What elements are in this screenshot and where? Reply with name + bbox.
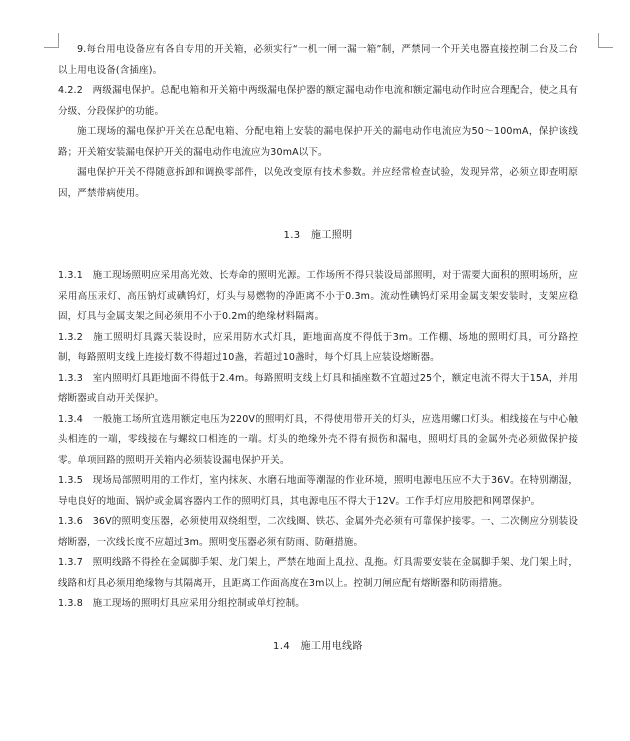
clause-1-3-6: 1.3.6 36V的照明变压器，必须使用双绕组型，二次线圈、铁芯、金属外壳必须有可靠保护接零。一、二次侧应分别装设熔断器，一次线长度不应超过3m。照明变压器必须有防雨、防砸措施。: [58, 516, 578, 548]
paragraph-leakage-maintenance: 漏电保护开关不得随意拆卸和调换零部件，以免改变原有技术参数。并应经常检查试验，发现异常，必须立即查明原因，严禁带病使用。: [58, 167, 578, 199]
clause-1-3-4: 1.3.4 一般施工场所宜选用额定电压为220V的照明灯具，不得使用带开关的灯头，应选用螺口灯头。相线接在与中心触头相连的一端，零线接在与螺纹口相连的一端。灯头的绝缘外壳不得有损伤和漏电，照明灯具的金属外壳必须做保护接零。单项回路的照明开关箱内必须装设漏电保护开关。: [58, 413, 578, 466]
paragraph-item-9: 9.每台用电设备应有各自专用的开关箱，必须实行“一机一闸一漏一箱”制，严禁同一个开关电器直接控制二台及二台以上用电设备(含插座)。: [58, 44, 578, 76]
clause-1-3-2: 1.3.2 施工照明灯具露天装设时，应采用防水式灯具，距地面高度不得低于3m。工作棚、场地的照明灯具，可分路控制，每路照明支线上连接灯数不得超过10盏，若超过10盏时，每个灯具上应装设熔断器。: [58, 331, 578, 363]
section-heading-1-3: 1.3 施工照明: [283, 230, 353, 241]
paragraph-4-2-2: 4.2.2 两级漏电保护。总配电箱和开关箱中两级漏电保护器的额定漏电动作电流和额定漏电动作时应合理配合，使之具有分级、分段保护的功能。: [58, 85, 578, 117]
clause-1-3-3: 1.3.3 室内照明灯具距地面不得低于2.4m。每路照明支线上灯具和插座数不宜超过25个，额定电流不得大于15A，并用熔断器或自动开关保护。: [58, 372, 578, 404]
clause-1-3-1: 1.3.1 施工现场照明应采用高光效、长寿命的照明光源。工作场所不得只装设局部照明，对于需要大面积的照明场所，应采用高压汞灯、高压钠灯或碘钨灯，灯头与易燃物的净距离不小于0.3m。流动性碘钨灯采用金属支架安装时，支架应稳固，灯具与金属支架之间必须用不小于0.2m的绝缘材料隔离。: [58, 270, 578, 322]
crop-mark-top-left: [44, 33, 59, 48]
document-body: [58, 40, 578, 657]
paragraph-leakage-current: 施工现场的漏电保护开关在总配电箱、分配电箱上安装的漏电保护开关的漏电动作电流应为50～100mA，保护该线路；开关箱安装漏电保护开关的漏电动作电流应为30mA以下。: [58, 126, 578, 158]
clause-1-3-8: 1.3.8 施工现场的照明灯具应采用分组控制或单灯控制。: [58, 598, 305, 609]
section-heading-1-4: 1.4 施工用电线路: [273, 640, 363, 652]
clause-1-3-5: 1.3.5 现场局部照明用的工作灯，室内抹灰、水磨石地面等潮湿的作业环境，照明电源电压应不大于36V。在特别潮湿，导电良好的地面、锅炉或金属容器内工作的照明灯具，其电源电压不得大于12V。工作手灯应用胶把和网罩保护。: [58, 475, 578, 507]
clause-1-3-7: 1.3.7 照明线路不得拴在金属脚手架、龙门架上，严禁在地面上乱拉、乱拖。灯具需要安装在金属脚手架、龙门架上时，线路和灯具必须用绝缘物与其隔离开，且距离工作面高度在3m以上。控制刀闸应配有熔断器和防雨措施。: [58, 557, 578, 589]
crop-mark-top-right: [598, 33, 613, 48]
